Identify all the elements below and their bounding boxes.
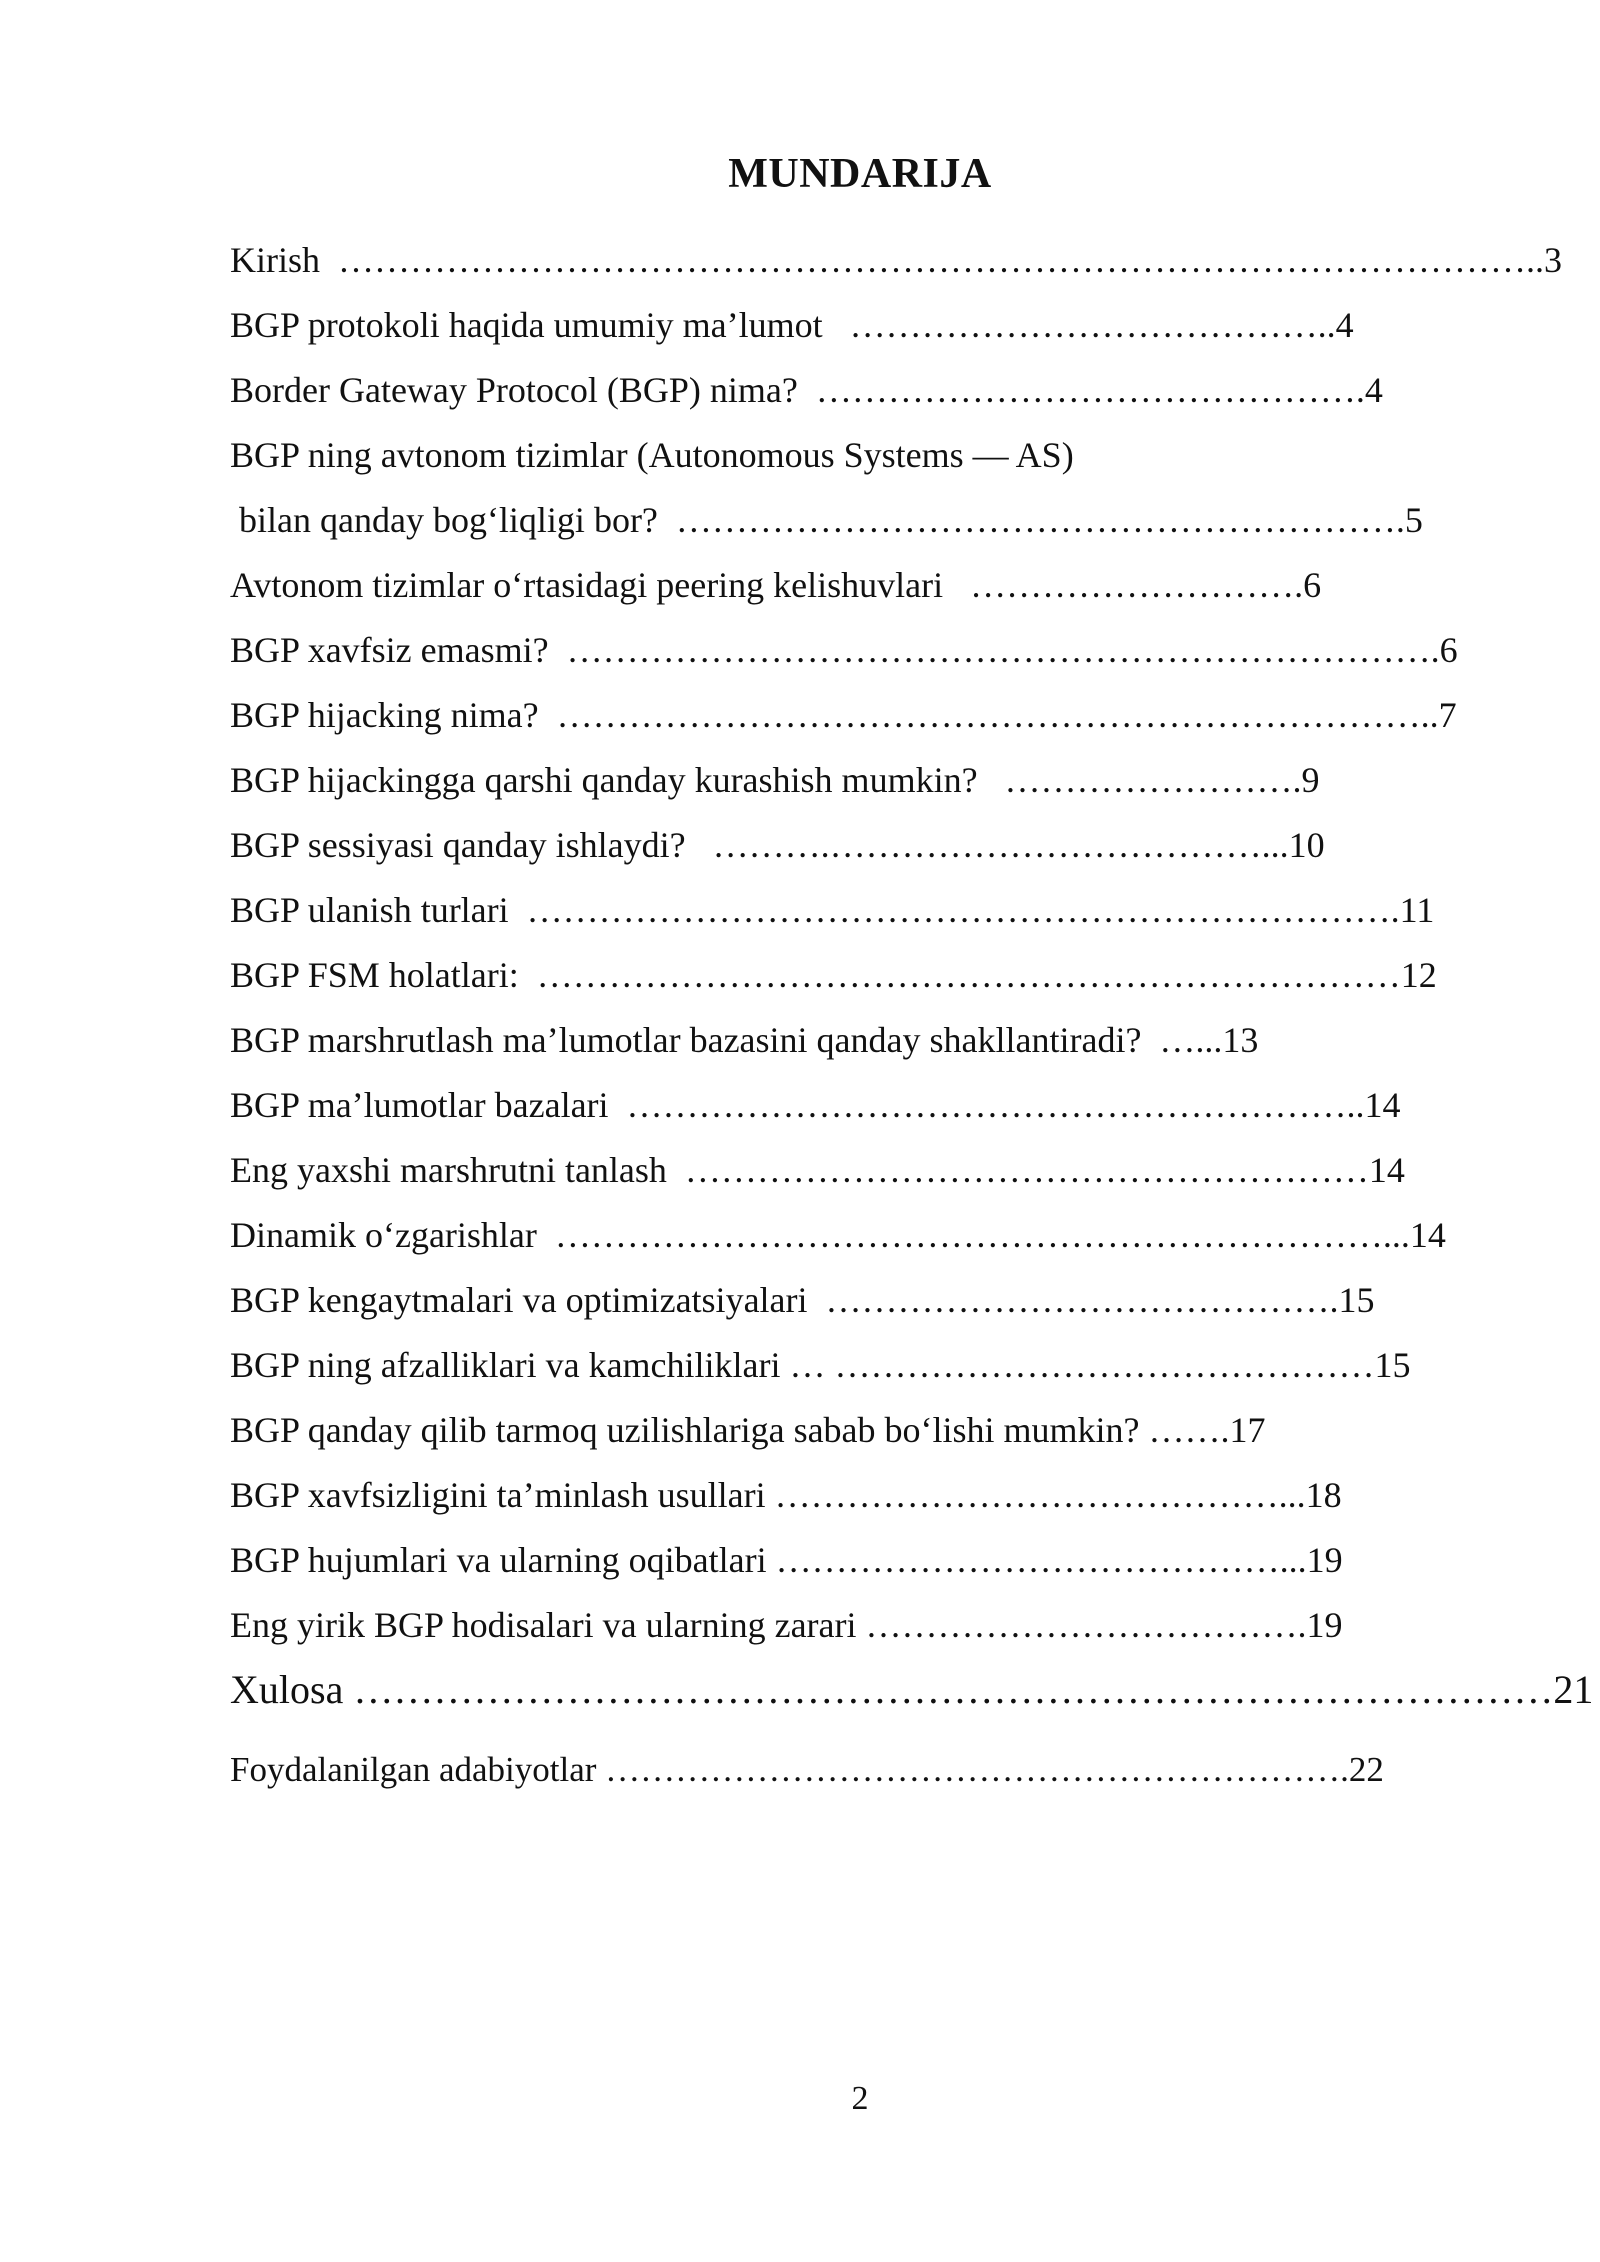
toc-entry: BGP hijackingga qarshi qanday kurashish mumkin? …………………….9 xyxy=(230,760,1320,800)
toc-entry: Xulosa ………………………………………………………………………………21 xyxy=(230,1667,1594,1712)
toc-entry: bilan qanday bog‘liqligi bor? …………………………………………………….5 xyxy=(230,500,1423,540)
toc-entry: Kirish ………………………………………………………………………………………..3 xyxy=(230,240,1562,280)
toc-entry: BGP xavfsiz emasmi? ……………………………………………………………….6 xyxy=(230,630,1458,670)
page-title: MUNDARIJA xyxy=(728,151,992,197)
toc-entry: Eng yaxshi marshrutni tanlash …………………………………………………14 xyxy=(230,1150,1405,1190)
toc-entry: BGP kengaytmalari va optimizatsiyalari …………………………………….15 xyxy=(230,1280,1375,1320)
toc-entry: Border Gateway Protocol (BGP) nima? ……………………………………….4 xyxy=(230,370,1383,410)
toc-entry: BGP FSM holatlari: ………………………………………………………………12 xyxy=(230,955,1437,995)
toc-entry: BGP protokoli haqida umumiy ma’lumot …………………………………..4 xyxy=(230,305,1354,345)
toc-entry: BGP qanday qilib tarmoq uzilishlariga sabab bo‘lishi mumkin? …….17 xyxy=(230,1410,1266,1450)
toc-entry: BGP ning afzalliklari va kamchiliklari … ………………………………………15 xyxy=(230,1345,1411,1385)
toc-entry: BGP ning avtonom tizimlar (Autonomous Systems — AS) xyxy=(230,435,1074,475)
toc-entry: BGP ma’lumotlar bazalari ……………………………………………………..14 xyxy=(230,1085,1401,1125)
page-number: 2 xyxy=(851,2080,869,2117)
toc-entry: Dinamik o‘zgarishlar ……………………………………………………………...14 xyxy=(230,1215,1446,1255)
toc-entry: BGP xavfsizligini ta’minlash usullari ……………………………………...18 xyxy=(230,1475,1342,1515)
toc-entry: BGP sessiyasi qanday ishlaydi? ……….………………………………...10 xyxy=(230,825,1325,865)
toc-entry: Eng yirik BGP hodisalari va ularning zarari ……………………………….19 xyxy=(230,1605,1343,1645)
toc-entry: Foydalanilgan adabiyotlar ……………………………………………………….22 xyxy=(230,1750,1384,1789)
toc-entry: BGP hujumlari va ularning oqibatlari ……………………………………...19 xyxy=(230,1540,1343,1580)
toc-entry: BGP marshrutlash ma’lumotlar bazasini qanday shakllantiradi? …...13 xyxy=(230,1020,1259,1060)
toc-entry: BGP ulanish turlari ……………………………………………………………….11 xyxy=(230,890,1435,930)
toc-entry: Avtonom tizimlar o‘rtasidagi peering kelishuvlari ……………………….6 xyxy=(230,565,1322,605)
toc-entry: BGP hijacking nima? ………………………………………………………………..7 xyxy=(230,695,1457,735)
